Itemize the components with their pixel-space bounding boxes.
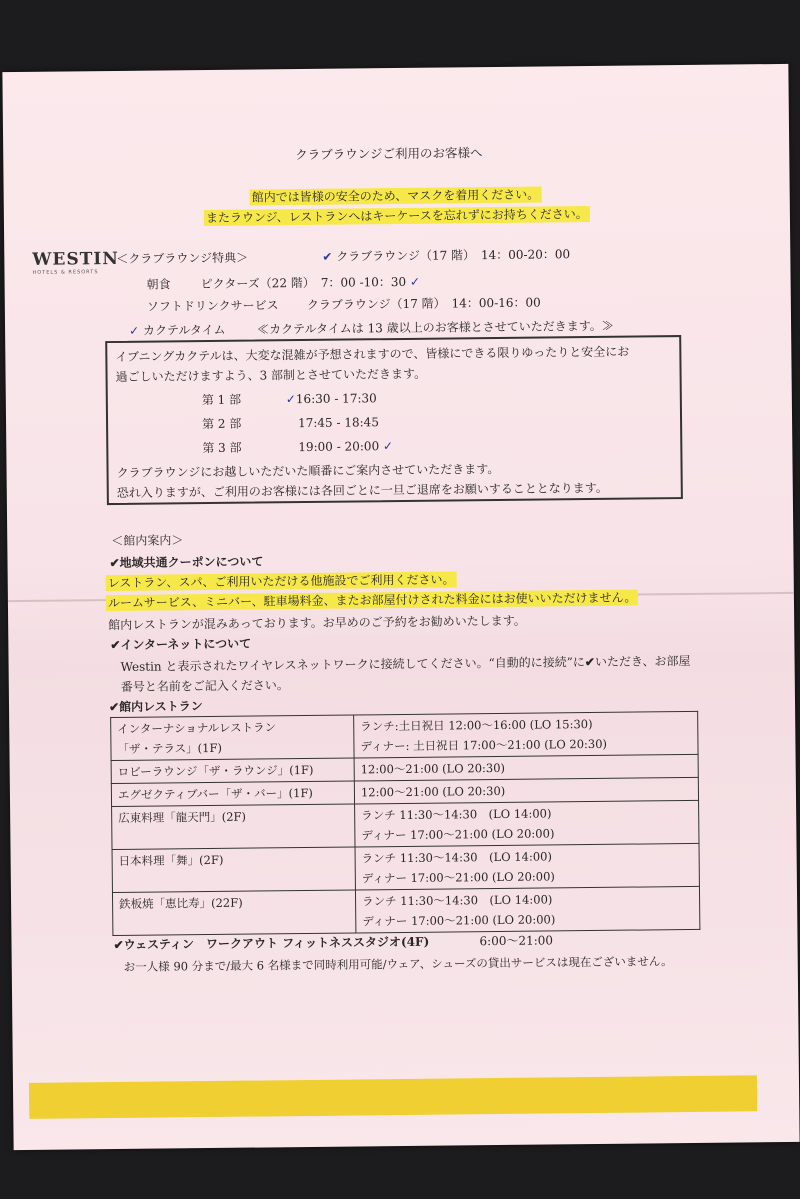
table-row (112, 886, 699, 935)
restaurant-title: ✔館内レストラン (108, 699, 203, 715)
restaurant-name: ロビーラウンジ「ザ・ラウンジ」(1F) (111, 758, 354, 784)
coupon-title: ✔地域共通クーポンについて (109, 554, 264, 571)
breakfast-row: ピクターズ（22 階） 7：00 -10：30 ✓ (200, 274, 421, 292)
evening-note-1: クラブラウンジにお越しいただいた順番にご案内させていただきます。 (116, 461, 500, 480)
checkmark-icon: ✔ (322, 249, 337, 264)
table-row (112, 843, 699, 892)
checkmark-icon: ✓ (406, 274, 421, 289)
checkmark-icon: ✔ (110, 637, 121, 653)
gym-title: ✔ウェスティン ワークアウト フィットネススタジオ(4F) (113, 934, 430, 953)
soft-drink-label: ソフトドリンクサービス (146, 298, 279, 314)
session-time: 17:45 - 18:45 (297, 415, 379, 431)
checkmark-icon: ✔ (113, 937, 124, 953)
internet-title: ✔インターネットについて (110, 636, 252, 653)
coupon-line-2: ルームサービス、ミニバー、駐車場料金、またお部屋付けされた料金にはお使いいただけません。 (106, 590, 639, 612)
session-label: 第 2 部 (202, 416, 242, 432)
table-row (111, 711, 698, 760)
info-heading: ＜館内案内＞ (111, 533, 184, 549)
lounge-heading: ＜クラブラウンジ特典＞ (116, 250, 249, 266)
coupon-line-3: 館内レストランが混みあっております。お早めのご予約をお勧めいたします。 (108, 613, 526, 633)
breakfast-label: 朝食 (146, 277, 171, 292)
checkmark-icon: ✔ (584, 654, 595, 670)
table-row (112, 800, 699, 849)
evening-intro-2: 過ごしいただけますよう、3 部制とさせていただきます。 (115, 366, 427, 384)
restaurant-name: 広東料理「龍天門」(2F) (112, 804, 355, 850)
restaurant-table (110, 711, 700, 936)
evening-intro-1: イブニングカクテルは、大変な混雑が予想されますので、皆様にできる限りゆったりと安全にお (115, 344, 630, 364)
restaurant-hours: ランチ 11:30～14:30 (LO 14:00) ディナー 17:00～21:00 (LO 20:00) (355, 843, 699, 890)
westin-logo: WESTIN HOTELS & RESORTS (32, 248, 119, 276)
checkmark-icon: ✓ (129, 323, 144, 338)
gym-hours: 6:00～21:00 (479, 933, 554, 949)
restaurant-hours: ランチ 11:30～14:30 (LO 14:00) ディナー 17:00～21:00 (LO 20:00) (355, 800, 699, 847)
internet-line-1: Westin と表示されたワイヤレスネットワークに接続してください。“自動的に接続”に✔いただき、お部屋 (120, 653, 691, 674)
coupon-line-1: レストラン、スパ、ご利用いただける他施設でご利用ください。 (106, 571, 457, 591)
restaurant-name: インターナショナルレストラン 「ザ・テラス」(1F) (111, 715, 354, 761)
restaurant-hours: 12:00～21:00 (LO 20:30) (354, 754, 698, 781)
cocktail-note: ≪カクテルタイムは 13 歳以上のお客様とさせていただきます。≫ (257, 318, 614, 337)
gym-note: お一人様 90 分まで/最大 6 名様まで同時利用可能/ウェア、シューズの貸出サービスは現在ございません。 (123, 954, 673, 974)
restaurant-hours: ランチ:土日祝日 12:00～16:00 (LO 15:30) ディナー: 土日祝日 17:00～21:00 (LO 20:30) (354, 711, 698, 758)
evening-note-2: 恐れ入りますが、ご利用のお客様には各回ごとに一旦ご退席をお願いすることとなります。 (116, 480, 608, 500)
checkmark-icon: ✔ (109, 555, 120, 571)
session-time: ✓16:30 - 17:30 (285, 391, 377, 407)
restaurant-name: エグゼクティブバー「ザ・バー」(1F) (111, 781, 354, 807)
checkmark-icon: ✓ (379, 439, 394, 454)
checkmark-icon: ✓ (285, 392, 296, 407)
restaurant-hours: ランチ 11:30～14:30 (LO 14:00) ディナー 17:00～21:00 (LO 20:00) (355, 886, 699, 933)
internet-line-2: 番号と名前をご記入ください。 (120, 678, 289, 694)
notice-line-1: 館内では皆様の安全のため、マスクを着用ください。 (250, 187, 542, 206)
session-label: 第 3 部 (202, 440, 242, 456)
soft-drink-hours: クラブラウンジ（17 階） 14：00-16：00 (306, 295, 541, 312)
restaurant-hours: 12:00～21:00 (LO 20:30) (354, 777, 698, 804)
page-title: クラブラウンジご利用のお客様へ (295, 145, 483, 163)
restaurant-name: 日本料理「舞」(2F) (112, 847, 355, 893)
cocktail-row: ✓ カクテルタイム (129, 322, 226, 338)
session-label: 第 1 部 (201, 392, 242, 408)
paper-sheet (2, 64, 799, 1150)
lounge-hours-row: ✔ クラブラウンジ（17 階） 14：00-20：00 (322, 247, 571, 264)
session-time: 19:00 - 20:00 ✓ (298, 439, 394, 455)
notice-line-2: またラウンジ、レストランへはキーケースを忘れずにお持ちください。 (204, 206, 590, 226)
checkmark-icon: ✔ (108, 699, 120, 715)
restaurant-name: 鉄板焼「恵比寿」(22F) (112, 890, 355, 936)
footer-highlight-bar (29, 1075, 757, 1119)
